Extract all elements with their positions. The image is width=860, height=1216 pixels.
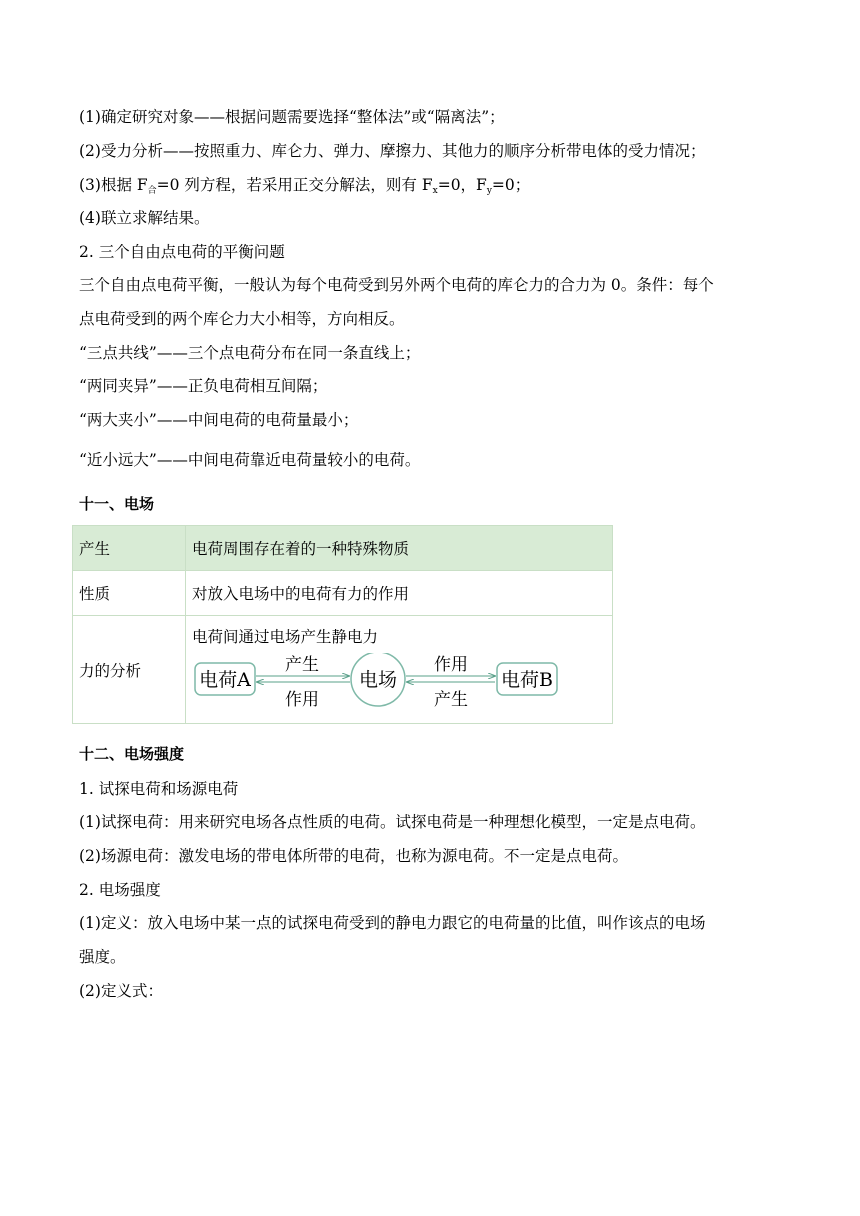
table-row: [73, 571, 613, 616]
heading-electric-field: 十一、电场: [79, 495, 155, 513]
step-2: (2)受力分析——按照重力、库仑力、弹力、摩擦力、其他力的顺序分析带电体的受力情况；: [79, 142, 706, 160]
field-label: 电场: [358, 668, 398, 691]
rule-alternate: “两同夹异”——正负电荷相互间隔；: [79, 377, 328, 395]
force-analysis-text: 电荷间通过电场产生静电力: [192, 627, 379, 646]
sub-heading-field-strength: 2. 电场强度: [79, 881, 161, 899]
charge-b-label: 电荷B: [501, 668, 553, 691]
rule-near-small: “近小远大”——中间电荷靠近电荷量较小的电荷。: [79, 451, 421, 469]
rule-collinear: “三点共线”——三个点电荷分布在同一条直线上；: [79, 344, 421, 362]
subscript-y: y: [486, 186, 492, 196]
heading-field-strength: 十二、电场强度: [79, 745, 185, 763]
section-2-para-line2: 点电荷受到的两个库仑力大小相等，方向相反。: [79, 310, 405, 328]
step-3: [79, 175, 530, 201]
subscript-he: 合: [147, 186, 157, 196]
test-charge-definition: (1)试探电荷：用来研究电场各点性质的电荷。试探电荷是一种理想化模型，一定是点电荷。: [79, 813, 706, 831]
section-2-para-line1: 三个自由点电荷平衡，一般认为每个电荷受到另外两个电荷的库仑力的合力为 0。条件：每个: [79, 276, 714, 294]
label-produce-right: 产生: [434, 689, 468, 710]
step-3-prefix: (3)根据 F: [79, 176, 148, 194]
field-strength-definition-line2: 强度。: [79, 948, 126, 966]
sub-heading-test-charge: 1. 试探电荷和场源电荷: [79, 780, 239, 798]
table-row: [73, 526, 613, 571]
label-act-right: 作用: [434, 654, 468, 675]
step-1: (1)确定研究对象——根据问题需要选择“整体法”或“隔离法”；: [79, 108, 505, 126]
row-label: 力的分析: [73, 616, 186, 724]
label-produce-left: 产生: [285, 654, 319, 675]
row-label: 产生: [73, 526, 186, 571]
charge-a-label: 电荷A: [199, 668, 251, 691]
table-row: [73, 616, 613, 724]
rule-smallest-middle: “两大夹小”——中间电荷的电荷量最小；: [79, 411, 359, 429]
label-act-left: 作用: [285, 689, 319, 710]
row-value: 电荷周围存在着的一种特殊物质: [186, 526, 613, 571]
definition-formula-label: (2)定义式：: [79, 982, 163, 1000]
field-strength-definition-line1: (1)定义：放入电场中某一点的试探电荷受到的静电力跟它的电荷量的比值，叫作该点的电场: [79, 914, 706, 932]
source-charge-definition: (2)场源电荷：激发电场的带电体所带的电荷，也称为源电荷。不一定是点电荷。: [79, 847, 628, 865]
step-3-end: =0；: [491, 176, 531, 194]
step-3-mid: =0 列方程，若采用正交分解法，则有 F: [156, 176, 433, 194]
row-label: 性质: [73, 571, 186, 616]
electric-field-table: [72, 525, 613, 724]
subscript-x: x: [432, 186, 438, 196]
field-interaction-diagram: [192, 653, 560, 713]
step-4: (4)联立求解结果。: [79, 209, 210, 227]
row-value: [186, 616, 613, 724]
step-3-mid2: =0，F: [437, 176, 487, 194]
row-value: 对放入电场中的电荷有力的作用: [186, 571, 613, 616]
section-2-title: 2. 三个自由点电荷的平衡问题: [79, 243, 285, 261]
